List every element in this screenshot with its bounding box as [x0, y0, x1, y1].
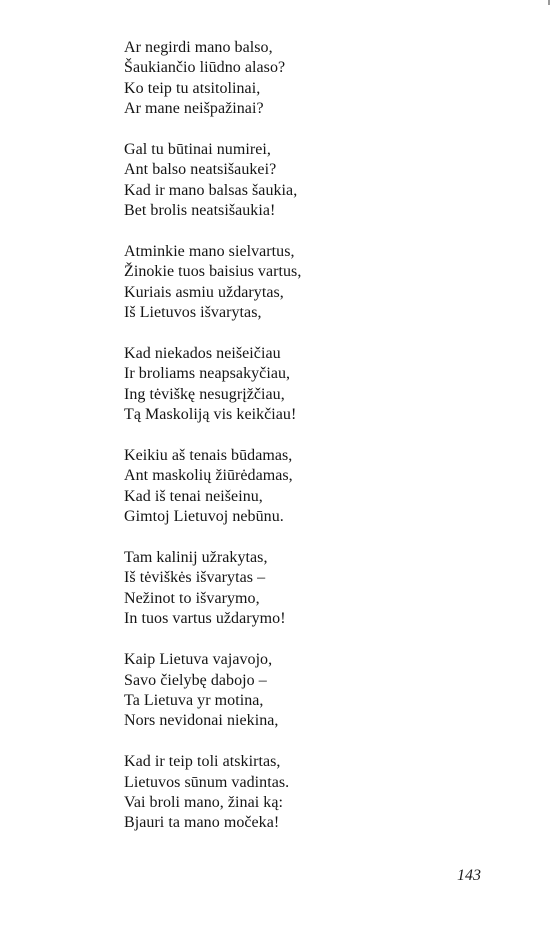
- stanza-2: [124, 140, 424, 222]
- poem-line: Bet brolis neatsišaukia!: [124, 202, 276, 220]
- page-number: 143: [457, 867, 481, 884]
- poem-line: Gimtoj Lietuvoj nebūnu.: [124, 508, 284, 526]
- poem-line: Žinokie tuos baisius vartus,: [124, 263, 302, 281]
- poem-line: Savo čielybę dabojo –: [124, 671, 267, 689]
- poem-line: Kad niekados neišeičiau: [124, 345, 281, 363]
- poem-line: Atminkie mano sielvartus,: [124, 243, 295, 261]
- poem-line: Nežinot to išvarymo,: [124, 589, 260, 607]
- stanza-3: [124, 242, 424, 324]
- poem-line: Kaip Lietuva vajavojo,: [124, 651, 273, 669]
- poem-line: Nors nevidonai niekina,: [124, 712, 279, 730]
- poem-line: Šaukiančio liūdno alaso?: [124, 59, 286, 77]
- poem-line: Keikiu aš tenais būdamas,: [124, 447, 293, 465]
- stanza-1: [124, 38, 424, 120]
- stanza-4: [124, 344, 424, 426]
- poem-line: Kad iš tenai neišeinu,: [124, 487, 263, 505]
- poem-line: Ing tėviškę nesugrįžčiau,: [124, 385, 285, 403]
- poem-line: Tą Maskoliją vis keikčiau!: [124, 406, 297, 424]
- poem-line: Ar mane neišpažinai?: [124, 100, 264, 118]
- poem-line: Tam kalinij užrakytas,: [124, 549, 268, 567]
- stanza-7: [124, 650, 424, 732]
- stanza-8: [124, 752, 424, 834]
- poem-line: Vai broli mano, žinai ką:: [124, 793, 283, 811]
- poem-line: Lietuvos sūnum vadintas.: [124, 773, 290, 791]
- poem-line: Bjauri ta mano močeka!: [124, 814, 280, 832]
- poem-line: Ko teip tu atsitolinai,: [124, 79, 261, 97]
- stanza-6: [124, 548, 424, 630]
- poem-line: Kuriais asmiu uždarytas,: [124, 283, 284, 301]
- poem: [124, 38, 424, 854]
- poem-line: Ant balso neatsišaukei?: [124, 161, 277, 179]
- stanza-5: [124, 446, 424, 528]
- poem-line: Ta Lietuva yr motina,: [124, 691, 264, 709]
- poem-line: Kad ir teip toli atskirtas,: [124, 753, 281, 771]
- scan-edge-mark: [548, 0, 550, 5]
- poem-line: Iš Lietuvos išvarytas,: [124, 304, 262, 322]
- poem-line: Ar negirdi mano balso,: [124, 39, 273, 56]
- poem-line: Ant maskolių žiūrėdamas,: [124, 467, 293, 485]
- poem-line: Ir broliams neapsakyčiau,: [124, 365, 291, 383]
- poem-line: Kad ir mano balsas šaukia,: [124, 181, 298, 199]
- poem-line: In tuos vartus uždarymo!: [124, 610, 286, 628]
- poem-line: Gal tu būtinai numirei,: [124, 141, 271, 159]
- poem-line: Iš tėviškės išvarytas –: [124, 569, 266, 587]
